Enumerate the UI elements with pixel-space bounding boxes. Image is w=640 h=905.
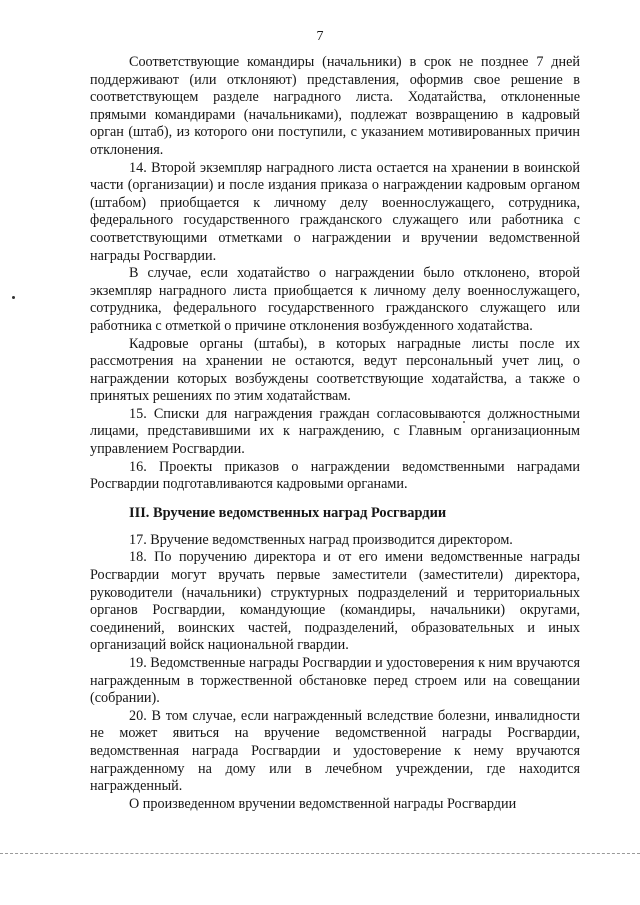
scan-margin-mark [12, 296, 15, 299]
paragraph-personnel-records: Кадровые органы (штабы), в которых наградные листы после их рассмотрения на хранении не остаются, ведут персональный учет лиц, о награждении которых возбуждены соответствующие ходатайства, а также о принятых решениях по этим ходатайствам. [90, 335, 580, 405]
paragraph-14: 14. Второй экземпляр наградного листа остается на хранении в воинской части (организации) и после издания приказа о награждении кадровым органом (штабом) приобщается к личному делу военнослужащего, сотрудника, федерального государственного гражданского служащего или работника с соответствующими отметками о награждении и вручении ведомственной награды Росгвардии. [90, 159, 580, 264]
paragraph-continued: О произведенном вручении ведомственной награды Росгвардии [129, 795, 517, 812]
document-body [90, 54, 580, 813]
paragraph-20: 20. В том случае, если награжденный вследствие болезни, инвалидности не может явиться на вручение ведомственной награды Росгвардии, ведомственная награда Росгвардии и удостоверение к нему вручаются награжденному на дому или в лечебном учреждении, где находится награжденный. [90, 707, 580, 795]
paragraph-18: 18. По поручению директора и от его имени ведомственные награды Росгвардии могут вручать первые заместители (заместители) директора, руководители (начальники) структурных подразделений и территориальных органов Росгвардии, командующие (командиры, начальники) округами, соединений, воинских частей, подразделений, образовательных и иных организаций войск национальной гвардии. [90, 549, 580, 654]
paragraph-19: 19. Ведомственные награды Росгвардии и удостоверения к ним вручаются награжденным в торжественной обстановке перед строем или на совещании (собрании). [90, 655, 580, 707]
scan-edge-line [0, 853, 640, 854]
page-number: 7 [316, 29, 324, 44]
paragraph-15: 15. Списки для награждения граждан согласовываются должностными лицами, представившими их к награждению, с Главным организационным управлением Росгвардии. [90, 405, 580, 458]
section-heading: III. Вручение ведомственных наград Росгвардии [129, 504, 447, 521]
paragraph-16: 16. Проекты приказов о награждении ведомственными наградами Росгвардии подготавливаются кадровыми органами. [90, 458, 580, 493]
paragraph-17: 17. Вручение ведомственных наград производится директором. [129, 531, 513, 548]
paragraph-approval-deadline: Соответствующие командиры (начальники) в срок не позднее 7 дней поддерживают (или отклоняют) представления, оформив свое решение в соответствующем разделе наградного листа. Ходатайства, отклоненные прямыми командирами (начальниками), подлежат возвращению в кадровый орган (штаб), из которого они поступили, с указанием мотивированных причин отклонения. [90, 54, 580, 158]
paragraph-rejection: В случае, если ходатайство о награждении было отклонено, второй экземпляр наградного листа приобщается к личному делу военнослужащего, сотрудника, федерального государственного гражданского служащего или работника с отметкой о причине отклонения возбужденного ходатайства. [90, 265, 580, 334]
